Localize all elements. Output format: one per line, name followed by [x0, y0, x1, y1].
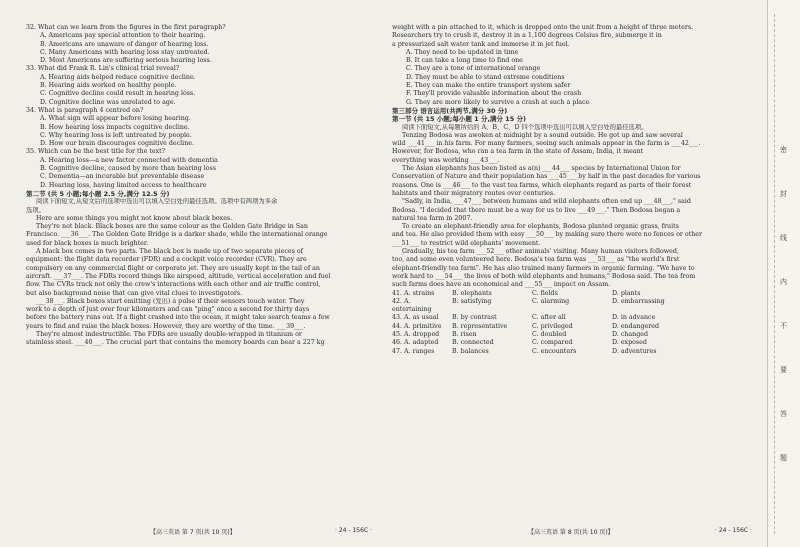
passage-line: They're not black. Black boxes are the same colour as the Golden Gate Bridge in San	[36, 223, 308, 231]
left-page-number: 【高三英语 第 7 页(共 10 页)】	[150, 529, 236, 536]
option-cell: C. doubled	[532, 330, 567, 338]
passage-line: A. They need to be updated in time	[406, 48, 519, 56]
option-cell: 43. A. as usual	[392, 314, 439, 322]
passage-line: such farms does have an economical and ___55___ impact on Assam.	[392, 281, 611, 289]
option-cell: D. changed	[612, 330, 649, 338]
option-cell: 44. A. primitive	[392, 322, 442, 330]
option-cell: C. encounters	[532, 347, 577, 355]
passage-line: B. Cognitive decline, caused by more than hearing loss	[40, 165, 216, 173]
binding-char: 封	[780, 190, 787, 198]
passage-line: but also background noise that can give vital clues to investigators.	[26, 289, 243, 297]
option-cell: B. representative	[452, 322, 508, 330]
seal-dashed-line	[774, 14, 775, 534]
passage-line: used for black boxes is much brighter.	[26, 239, 149, 247]
passage-line: natural tea farm in 2007.	[392, 214, 473, 222]
passage-line: 阅读下面短文,从短文后的选项中选出可以填入空白处的最佳选项。选项中有两项为多余	[36, 198, 278, 206]
passage-line: stainless steel. ___40___. The crucial part that contains the memory boards can bear a 227 kg	[26, 339, 325, 347]
option-cell: C. after all	[532, 314, 566, 322]
passage-line: Bodosa. "I decided that there must be a way for us to live ___49___." Then Bodosa began a	[392, 206, 681, 214]
passage-line: ___38___. Black boxes start emitting (发出) a pulse if their sensors touch water. They	[36, 297, 305, 305]
passage-line: A. Hearing loss—a new factor connected with dementia	[40, 156, 218, 164]
passage-line: 34. What is paragraph 4 centred on?	[26, 106, 144, 114]
passage-line: Tenzing Bodosa was awoken at midnight by a sound outside. He got up and saw several	[402, 131, 683, 139]
right-passage	[392, 24, 752, 290]
passage-line: A. Americans pay special attention to their hearing.	[40, 32, 206, 40]
passage-line: F. They'll provide valuable information about the crash	[406, 90, 582, 98]
option-cell: 46. A. adapted	[392, 339, 439, 347]
passage-line: D. Cognitive decline was unrelated to age.	[40, 98, 176, 106]
option-cell: D. embarrassing	[612, 297, 665, 305]
option-cell: B. by contrast	[452, 314, 497, 322]
option-cell: D. endangered	[612, 322, 659, 330]
option-cell: B. satisfying	[452, 297, 492, 305]
passage-line: 第二节 (共 5 小题;每小题 2.5 分,满分 12.5 分)	[26, 189, 170, 198]
passage-line: habitats and their migratory routes over centuries.	[392, 189, 556, 197]
passage-line: 选项。	[26, 206, 45, 214]
passage-line: D. Most Americans are suffering serious hearing loss.	[40, 57, 212, 65]
passage-line: B. Americans are unaware of danger of hearing loss.	[40, 40, 209, 48]
passage-line: C. Many Americans with hearing loss stay untreated.	[40, 48, 210, 56]
passage-line: before the battery runs out. If a flight crashed into the ocean, it might take search teams a few	[26, 314, 330, 322]
passage-line: B. Hearing aids worked on healthy people.	[40, 82, 177, 90]
passage-line: A. Hearing aids helped reduce cognitive decline.	[40, 73, 196, 81]
passage-line: However, for Bodosa, who ran a tea farm in the state of Assam, India, it meant	[392, 148, 644, 156]
option-cell: 41. A. strains	[392, 289, 435, 297]
passage-line: B. It can take a long time to find one	[406, 57, 523, 65]
right-page-code: · 24 - 156C ·	[715, 527, 752, 534]
option-cell: 47. A. ranges	[392, 347, 435, 355]
passage-line: To create an elephant-friendly area for elephants, Bodosa planted organic grass, fruits	[402, 223, 679, 231]
passage-line: Francisco. ___36___. The Golden Gate Bridge is a darker shade, while the international orange	[26, 231, 328, 239]
option-cell: C. compared	[532, 339, 573, 347]
passage-line: 第一节 (共 15 小题;每小题 1 分,满分 15 分)	[392, 115, 526, 124]
passage-line: C. Cognitive decline could result in hearing loss.	[40, 90, 196, 98]
option-cell: D. in advance	[612, 314, 656, 322]
passage-line: years to find and raise the black boxes. However, they are worthy of the time. ___39___.	[26, 322, 306, 330]
passage-line: aircraft. ___37___. The FDRs record things like airspeed, altitude, vertical acceleration and fuel	[26, 272, 331, 280]
binding-char: 线	[780, 234, 787, 242]
passage-line: A. What sign will appear before losing hearing.	[40, 115, 191, 123]
passage-line: D. They must be able to stand extreme conditions	[406, 73, 565, 81]
passage-line: C. Dementia—an incurable but preventable disease	[40, 173, 205, 181]
left-page-code: · 24 - 156C ·	[335, 527, 372, 534]
passage-line: reasons. One is ___46___ to the vast tea farms, which elephants regard as parts of their forest	[392, 181, 692, 189]
passage-line: Researchers try to crush it, destroy it in a 1,100 degrees Celsius fire, submerge it in	[392, 32, 662, 40]
binding-char: 内	[780, 278, 787, 286]
option-cell: C. privileged	[532, 322, 573, 330]
passage-line: E. They can make the entire transport system safer	[406, 82, 571, 90]
binding-char: 题	[780, 454, 787, 462]
passage-line: D. Hearing loss, having limited access to healthcare	[40, 181, 207, 189]
passage-line: work to a depth of just over four kilometers and can "ping" once a second for thirty days	[26, 306, 310, 314]
right-column	[392, 24, 752, 356]
passage-line: weight with a pin attached to it, which is dropped onto the unit from a height of three meters.	[392, 24, 694, 31]
passage-line: The Asian elephants has been listed as a(n) ___44___ species by International Union for	[402, 165, 681, 173]
passage-line: 33. What did Frank R. Lin's clinical trial reveal?	[26, 65, 180, 73]
passage-line: D. How our brain discourages cognitive decline.	[40, 140, 194, 148]
cloze-options	[392, 290, 752, 356]
right-page-number: 【高三英语 第 8 页(共 10 页)】	[528, 529, 614, 536]
passage-line: work hard to ___54___ the lives of both wild elephants and humans," Bodosa said. The tea from	[392, 272, 696, 280]
option-cell: 45. A. dropped	[392, 330, 440, 338]
passage-line: Gradually, his tea farm ___52___ other animals' visiting. Many human visitors followed,	[402, 248, 679, 256]
passage-line: B. How hearing loss impacts cognitive decline.	[40, 123, 190, 131]
passage-line: wild ___41___ in his farm. For many farmers, seeing such animals appear in the farm is ___42___.	[392, 140, 701, 148]
option-cell: B. balances	[452, 347, 489, 355]
passage-line: C. Why hearing loss is left untreated by people.	[40, 131, 192, 139]
option-cell: D. adventures	[612, 347, 657, 355]
passage-line: Here are some things you might not know about black boxes.	[36, 214, 233, 222]
passage-line: G. They are more likely to survive a crash at such a place	[406, 98, 590, 106]
passage-line: a pressurized salt water tank and immerse it in jet fuel.	[392, 40, 570, 48]
option-cell: B. connected	[452, 339, 494, 347]
passage-line: Conservation of Nature and their population has ___45___ by half in the past decades for various	[392, 173, 701, 181]
passage-line: too, and some even volunteered here. Bodosa's tea farm was ___53___ as "the world's first	[392, 256, 680, 264]
binding-char: 答	[780, 410, 787, 418]
option-cell: 42. A. entertaining	[392, 297, 432, 314]
passage-line: C. They are a tone of international orange	[406, 65, 541, 73]
passage-line: 32. What can we learn from the figures in the first paragraph?	[26, 24, 226, 31]
left-column	[26, 24, 384, 348]
option-cell: D. plants	[612, 289, 641, 297]
passage-line: They're almost indestructible. The FDRs are usually double-wrapped in titanium or	[36, 330, 302, 338]
passage-line: elephant-friendly tea farm". He has also trained many farmers in organic farming. "We have to	[392, 264, 695, 272]
passage-line: and tea. He also provided them with easy ___50___ by making sure there were no fences or other	[392, 231, 703, 239]
option-cell: C. alarming	[532, 297, 570, 305]
passage-line: ___51___ to restrict wild elephants' movement.	[392, 239, 541, 247]
passage-line: 第三部分 语言运用(共两节,满分 30 分)	[392, 106, 508, 115]
binding-char: 密	[780, 146, 787, 154]
option-cell: C. fields	[532, 289, 558, 297]
passage-line: 阅读下面短文,从每题所给的 A、B、C、D 四个选项中选出可以填入空白处的最佳选项。	[402, 123, 648, 131]
binding-char: 要	[780, 366, 787, 374]
passage-line: "Sadly, in India, ___47___ between humans and wild elephants often end up ___48___," said	[402, 198, 691, 206]
passage-line: equipment: the flight data recorder (FDR) and a cockpit voice recorder (CVR). They are	[26, 256, 307, 264]
binding-char: 不	[780, 322, 787, 330]
option-cell: B. risen	[452, 330, 477, 338]
binding-margin	[767, 0, 800, 547]
option-cell: B. elephants	[452, 289, 492, 297]
passage-line: compulsory on any commercial flight or corporate jet. They are usually kept in the tail of an	[26, 264, 320, 272]
option-cell: D. exposed	[612, 339, 647, 347]
passage-line: A black box comes in two parts. The black box is made up of two separate pieces of	[36, 248, 303, 256]
passage-line: flow. The CVRs track not only the crew's interactions with each other and air traffic control,	[26, 281, 321, 289]
passage-line: 35. Which can be the best title for the text?	[26, 148, 166, 156]
passage-line: everything was working ___43___.	[392, 156, 500, 164]
